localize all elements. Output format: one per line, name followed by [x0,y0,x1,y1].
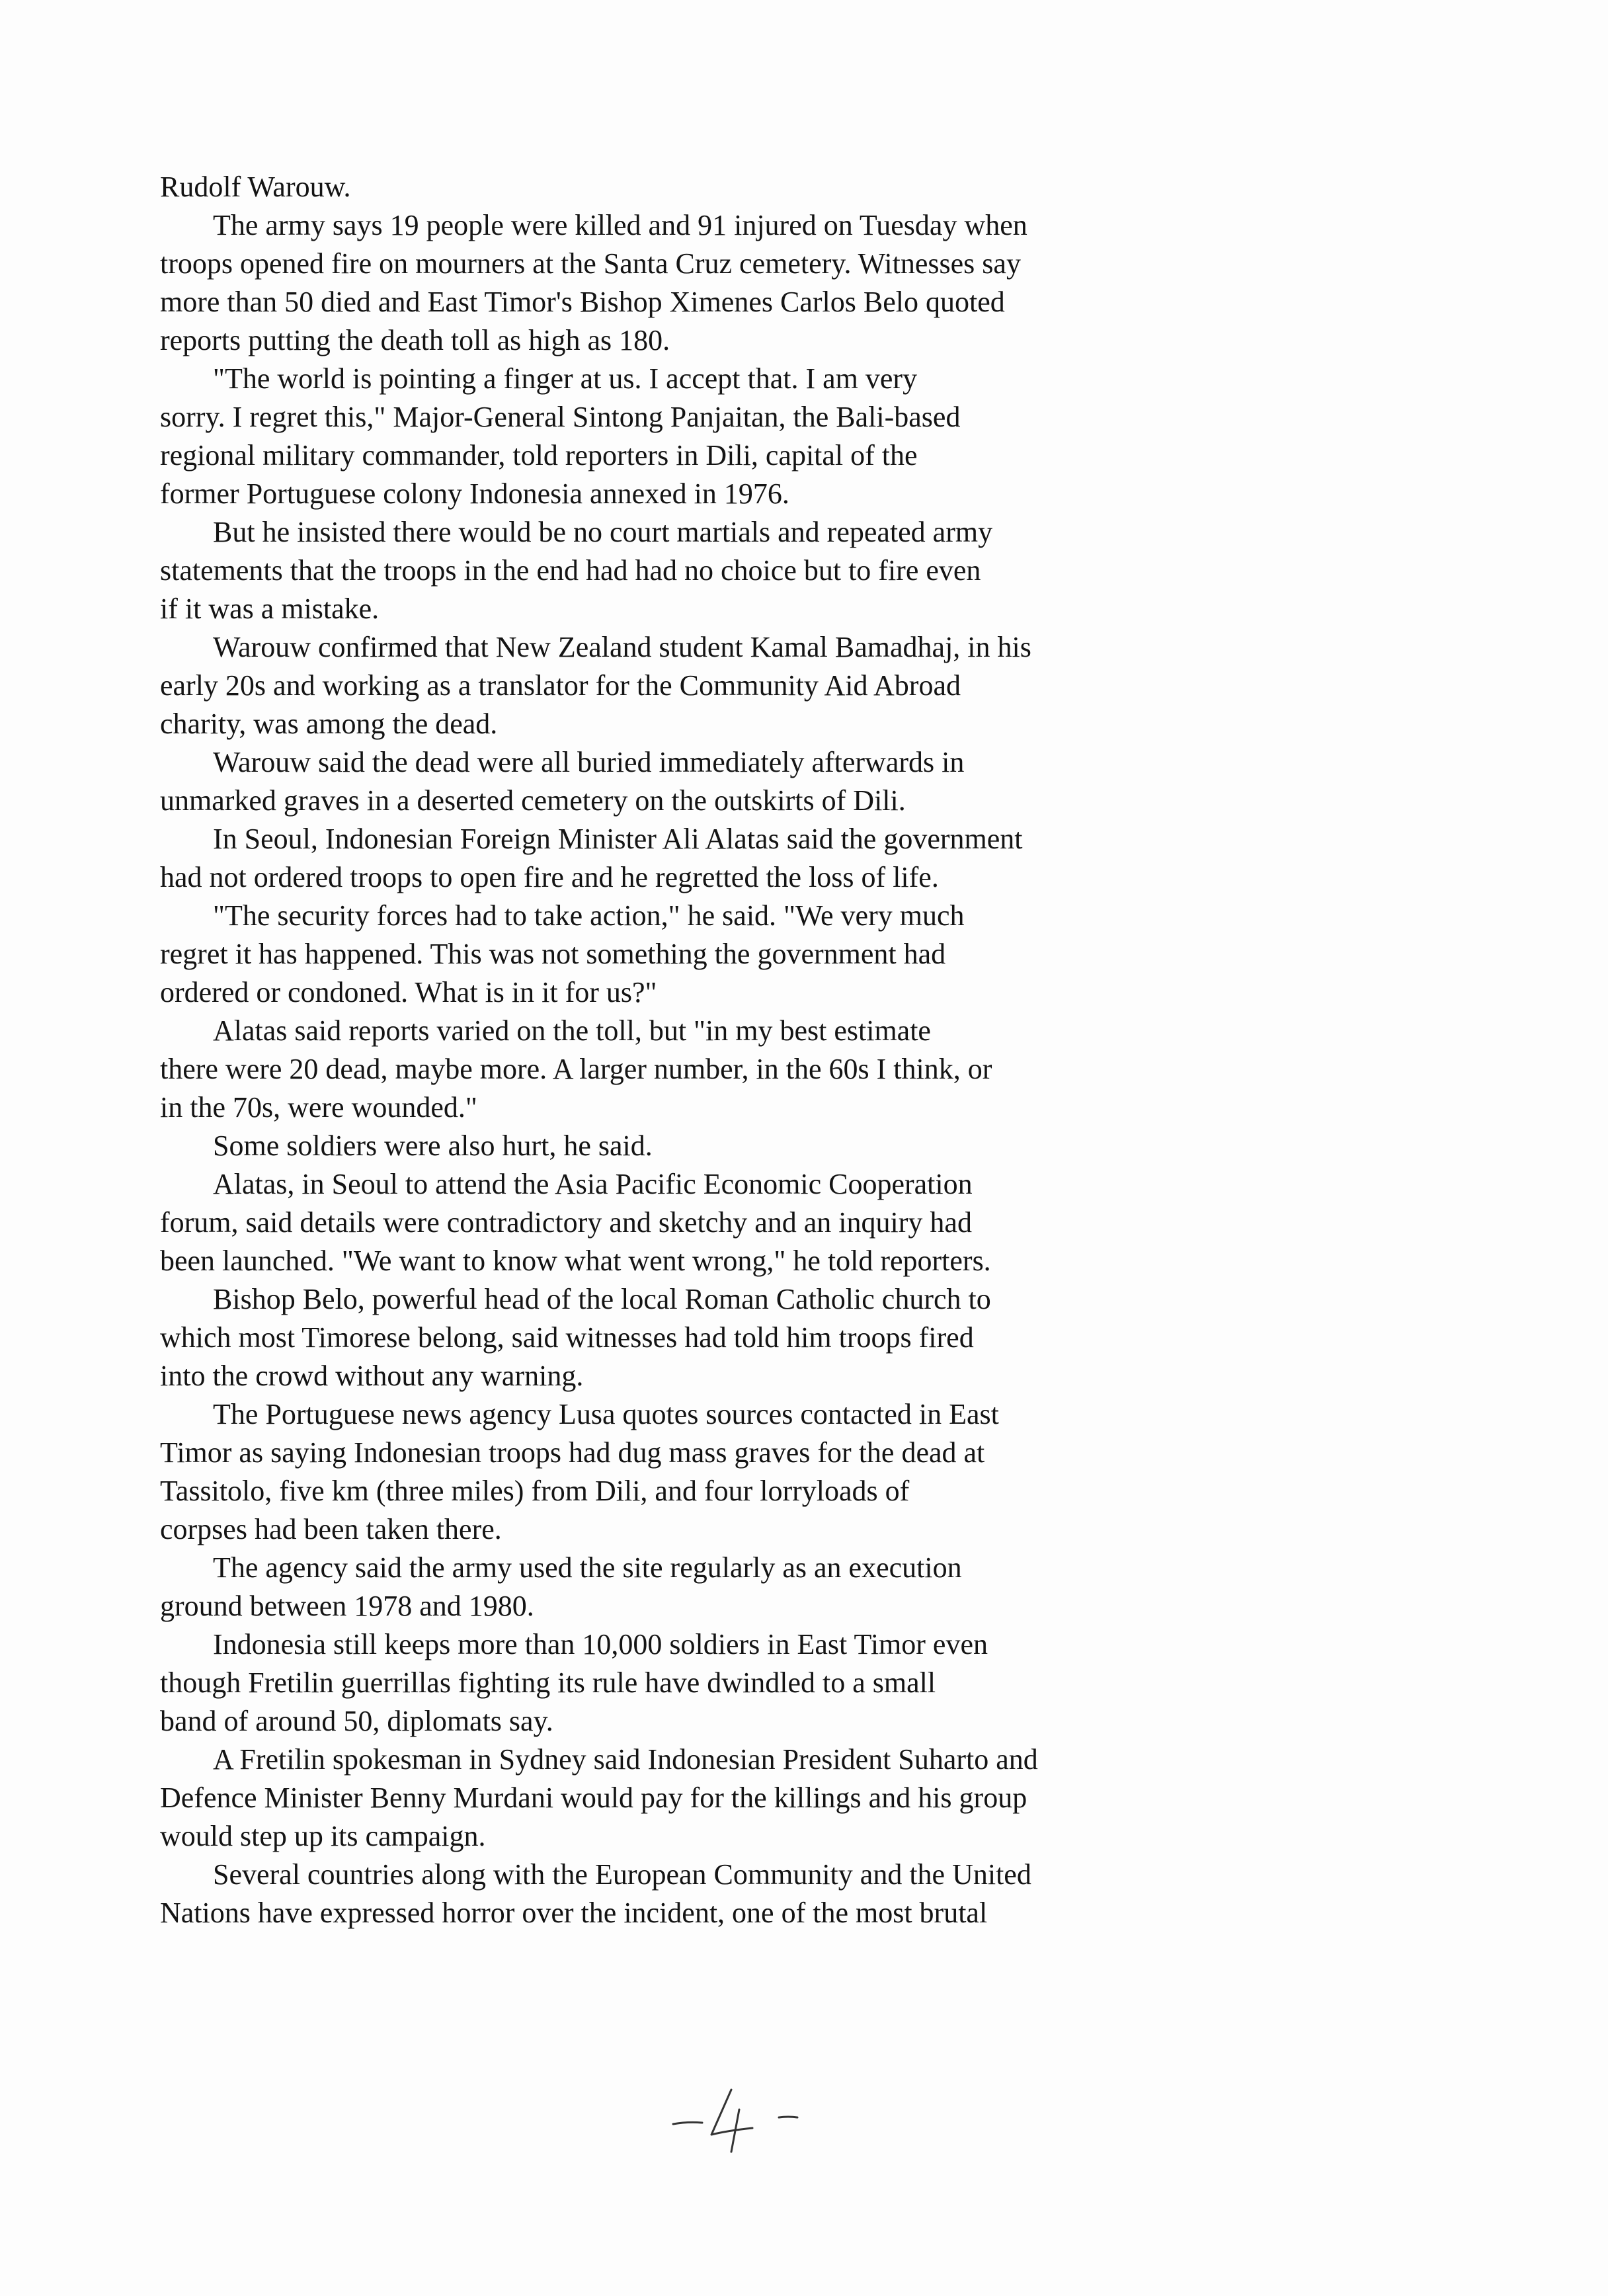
text-line: there were 20 dead, maybe more. A larger number, in the 60s I think, or [160,1053,992,1085]
text-line: Timor as saying Indonesian troops had dug mass graves for the dead at [160,1436,985,1469]
text-line: ground between 1978 and 1980. [160,1590,534,1622]
text-line: In Seoul, Indonesian Foreign Minister Ali Alatas said the government [213,823,1023,855]
text-line: Some soldiers were also hurt, he said. [213,1129,653,1162]
article-body [160,168,1416,1932]
text-line: which most Timorese belong, said witnesses had told him troops fired [160,1321,974,1354]
text-line: The Portuguese news agency Lusa quotes sources contacted in East [213,1398,999,1430]
text-line: A Fretilin spokesman in Sydney said Indonesian President Suharto and [213,1743,1038,1776]
text-line: Warouw said the dead were all buried immediately afterwards in [213,746,965,778]
text-line: statements that the troops in the end had had no choice but to fire even [160,554,981,587]
text-line: former Portuguese colony Indonesia annexed in 1976. [160,477,789,510]
text-line: Several countries along with the European Community and the United [213,1858,1031,1891]
text-line: band of around 50, diplomats say. [160,1705,553,1737]
text-line: reports putting the death toll as high as 180. [160,324,670,356]
text-line: into the crowd without any warning. [160,1360,584,1392]
text-line: if it was a mistake. [160,593,380,625]
text-line: "The security forces had to take action," he said. "We very much [213,899,965,932]
text-line: Alatas, in Seoul to attend the Asia Pacific Economic Cooperation [213,1168,973,1200]
text-line: ordered or condoned. What is in it for us?" [160,976,657,1008]
text-line: forum, said details were contradictory and sketchy and an inquiry had [160,1206,972,1239]
text-line: been launched. "We want to know what went wrong," he told reporters. [160,1245,991,1277]
text-line: sorry. I regret this," Major-General Sintong Panjaitan, the Bali-based [160,401,961,433]
text-line: But he insisted there would be no court martials and repeated army [213,516,993,548]
text-line: Indonesia still keeps more than 10,000 soldiers in East Timor even [213,1628,988,1660]
text-line: charity, was among the dead. [160,708,498,740]
text-line: Warouw confirmed that New Zealand student Kamal Bamadhaj, in his [213,631,1031,663]
text-line: The army says 19 people were killed and 91 injured on Tuesday when [213,209,1027,241]
handwritten-page-number [668,2083,813,2156]
text-line: in the 70s, were wounded." [160,1091,477,1124]
text-line: "The world is pointing a finger at us. I accept that. I am very [213,362,918,395]
text-line: early 20s and working as a translator for the Community Aid Abroad [160,669,961,702]
text-line: more than 50 died and East Timor's Bishop Ximenes Carlos Belo quoted [160,286,1005,318]
text-line: regret it has happened. This was not something the government had [160,938,946,970]
text-line: Tassitolo, five km (three miles) from Dili, and four lorryloads of [160,1475,910,1507]
text-line: The agency said the army used the site regularly as an execution [213,1551,962,1584]
text-line: regional military commander, told reporters in Dili, capital of the [160,439,918,472]
text-line: troops opened fire on mourners at the Santa Cruz cemetery. Witnesses say [160,247,1021,280]
text-line: Bishop Belo, powerful head of the local Roman Catholic church to [213,1283,991,1315]
text-line: Nations have expressed horror over the incident, one of the most brutal [160,1897,988,1929]
text-line: Rudolf Warouw. [160,171,351,203]
text-line: though Fretilin guerrillas fighting its rule have dwindled to a small [160,1666,936,1699]
text-line: unmarked graves in a deserted cemetery on the outskirts of Dili. [160,784,906,817]
text-line: Defence Minister Benny Murdani would pay for the killings and his group [160,1782,1027,1814]
page-number-mark [668,2083,813,2156]
text-line: Alatas said reports varied on the toll, but "in my best estimate [213,1014,931,1047]
text-line: would step up its campaign. [160,1820,486,1852]
text-line: had not ordered troops to open fire and he regretted the loss of life. [160,861,939,893]
text-line: corpses had been taken there. [160,1513,502,1545]
